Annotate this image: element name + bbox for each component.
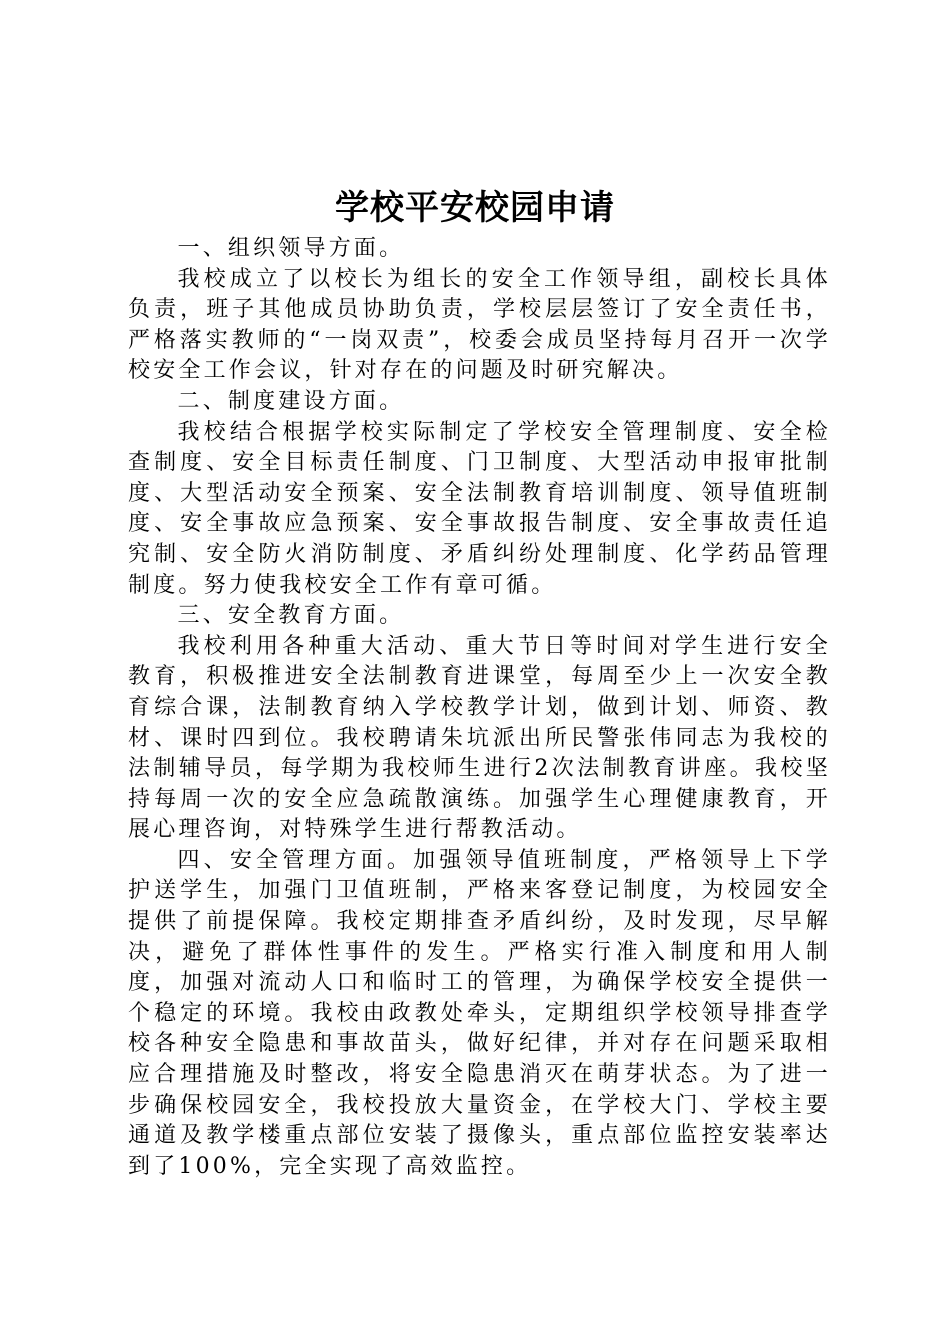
section-heading-system: 二、制度建设方面。: [177, 388, 405, 414]
paragraph-system: 我校结合根据学校实际制定了学校安全管理制度、安全检查制度、安全目标责任制度、门卫制度、大型活动申报审批制度、大型活动安全预案、安全法制教育培训制度、领导值班制度、安全事故应急预案、安全事故报告制度、安全事故责任追究制、安全防火消防制度、矛盾纠纷处理制度、化学药品管理制度。努力使我校安全工作有章可循。: [128, 419, 831, 598]
paragraph-management: 四、安全管理方面。加强领导值班制度，严格领导上下学护送学生，加强门卫值班制，严格来客登记制度，为校园安全提供了前提保障。我校定期排查矛盾纠纷，及时发现，尽早解决，避免了群体性事件的发生。严格实行准入制度和用人制度，加强对流动人口和临时工的管理，为确保学校安全提供一个稳定的环境。我校由政教处牵头，定期组织学校领导排查学校各种安全隐患和事故苗头，做好纪律，并对存在问题采取相应合理措施及时整改，将安全隐患消灭在萌芽状态。为了进一步确保校园安全，我校投放大量资金，在学校大门、学校主要通道及教学楼重点部位安装了摄像头，重点部位监控安装率达到了100%，完全实现了高效监控。: [128, 847, 831, 1179]
document-title: 学校平安校园申请: [335, 188, 615, 228]
paragraph-education: 我校利用各种重大活动、重大节日等时间对学生进行安全教育，积极推进安全法制教育进课堂，每周至少上一次安全教育综合课，法制教育纳入学校教学计划，做到计划、师资、教材、课时四到位。我校聘请朱坑派出所民警张伟同志为我校的法制辅导员，每学期为我校师生进行2次法制教育讲座。我校坚持每周一次的安全应急疏散演练。加强学生心理健康教育，开展心理咨询，对特殊学生进行帮教活动。: [128, 633, 831, 843]
paragraph-organization: 我校成立了以校长为组长的安全工作领导组，副校长具体负责，班子其他成员协助负责，学校层层签订了安全责任书，严格落实教师的“一岗双责”，校委会成员坚持每月召开一次学校安全工作会议，针对存在的问题及时研究解决。: [128, 266, 831, 384]
section-heading-education: 三、安全教育方面。: [177, 603, 405, 629]
document-body: [128, 234, 831, 1182]
section-heading-organization: 一、组织领导方面。: [177, 236, 405, 261]
